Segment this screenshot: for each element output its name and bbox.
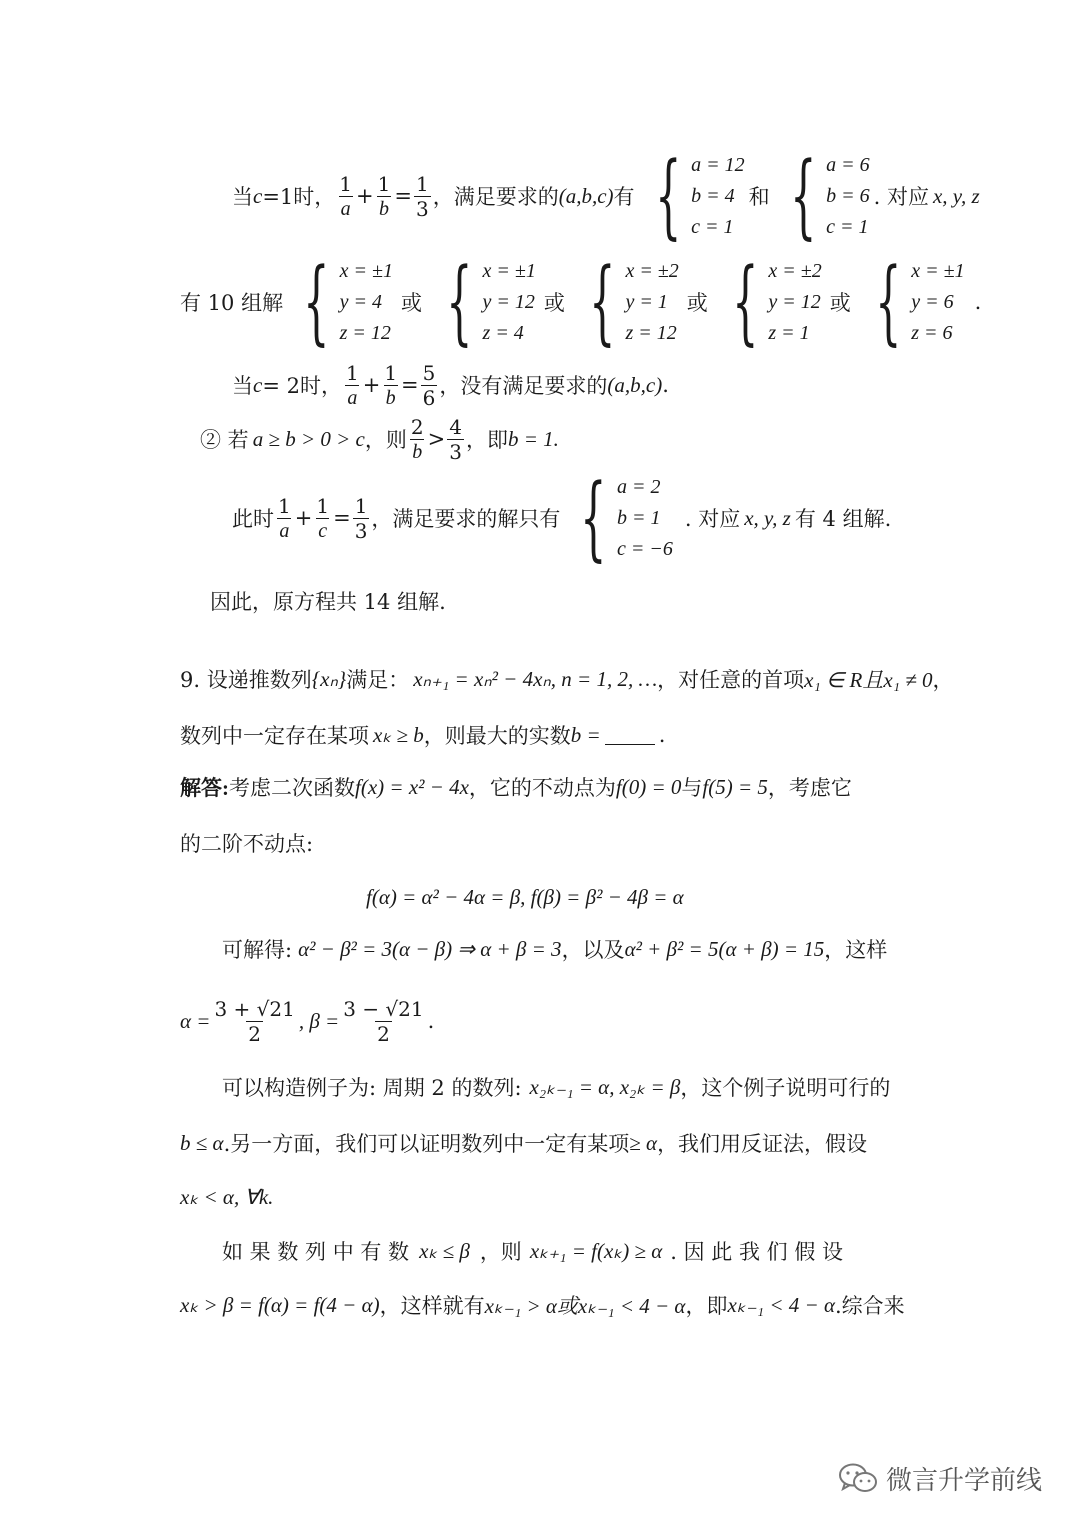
math: α² + β² = 5(α + β) = 15 [624,936,825,961]
text: 和 [748,185,770,209]
text: 可解得: [222,938,293,962]
fraction: $\frac{1}{b}$ [377,171,391,220]
fraction: $\frac{1}{b}$ [384,360,398,409]
math: x₂ₖ₋₁ = α, x₂ₖ = β [529,1074,681,1099]
fraction: $\frac{1}{c}$ [316,493,330,542]
math: xₖ₋₁ > α或xₖ₋₁ < 4 − α [484,1294,686,1318]
text: ，这样就有 [379,1294,485,1318]
text: 因此，原方程共 14 组解. [210,590,446,614]
answer-blank [605,726,655,745]
math-var: c [253,372,263,397]
answer-label: 解答: [180,776,229,800]
text: ，我们用反证法，假设 [657,1132,868,1156]
answer-line8 [180,1180,273,1214]
math: a ≥ b > 0 > c [252,426,365,451]
answer-line4 [222,932,887,966]
text: . [662,373,669,397]
text: . 对应 [873,185,929,209]
fraction: $\frac{1}{3}$ [415,171,429,221]
text: ，这样 [824,938,888,962]
text: 当 [232,374,253,398]
line-c1: 当 c =1时， $\frac{1}{a}$ + $\frac{1}{b}$ = $\frac{1}{3}$ ， 满足要求的 (a,b,c) 有 { a = 12 b = 4 c = 1 和 { a = 6 b = 6 c = 1 . 对应 x, y, z [232,142,980,249]
math: xₖ ≥ b [373,722,424,747]
math: xₖ₋₁ < 4 − α [727,1292,835,1317]
text: .综合来 [834,1294,905,1318]
math-var: c [253,183,263,208]
equation-system: { x = ±2 y = 1 z = 12 [588,248,679,355]
answer-line9 [222,1234,843,1268]
math: f(x) = x² − 4x [355,774,469,799]
math: b = 1. [507,426,559,451]
text: ，以及 [561,938,625,962]
answer-roots [180,994,434,1048]
math: α² − β² = 3(α − β) ⇒ α + β = 3 [298,936,562,961]
math: , β = [298,1008,340,1033]
text: 如 果 数 列 中 有 数 [222,1240,410,1264]
text: 的二阶不动点: [180,832,314,856]
fraction: $\frac{2}{b}$ [410,414,424,463]
text: 当 [232,185,253,209]
equation-system: { x = ±1 y = 4 z = 12 [303,248,393,355]
text: . 因 此 我 们 假 设 [670,1240,843,1264]
math: f(5) = 5 [702,774,768,799]
wechat-icon [838,1462,878,1496]
line-conclusion [210,586,446,616]
answer-line7 [180,1126,867,1160]
question-9-line2 [180,718,665,752]
math: (a,b,c) [558,183,614,208]
text: ，即 [465,428,508,452]
question-9 [180,662,954,696]
text: ，满足要求的解只有 [371,507,561,531]
math: f(0) = 0 [615,774,682,799]
text: 与 [681,776,703,800]
text: . [974,290,982,314]
text: ，则 [479,1240,522,1264]
text: 考虑二次函数 [229,776,355,800]
text: 可以构造例子为: 周期 2 的数列: [222,1076,522,1100]
math: {xₙ} [311,666,347,691]
text: . [658,723,666,747]
math: (a,b,c) [607,372,663,397]
equation-system: { x = ±1 y = 12 z = 4 [446,248,536,355]
text: ，对任意的首项 [657,668,805,692]
math: x, y, z [744,505,791,530]
text: 数列中一定存在某项 [180,724,369,748]
text: 9. 设递推数列 [180,668,312,692]
text: 有 10 组解 [180,291,284,315]
math: x, y, z [932,183,980,208]
text: ，没有满足要求的 [439,374,608,398]
answer-equation [366,880,684,914]
math: xₖ₊₁ = f(xₖ) ≥ α [529,1238,663,1263]
math: x₁ ∈ R且x₁ ≠ 0 [804,668,933,692]
fraction: $\frac{1}{3}$ [354,493,368,543]
line-case2: ② 若 a ≥ b > 0 > c ，则 $\frac{2}{b}$ > $\frac{4}{3}$ ，即 b = 1. [200,414,559,464]
text: 或 [400,291,422,315]
math: α = [180,1008,211,1033]
equation-system: { a = 12 b = 4 c = 1 [654,142,745,249]
math: xₙ₊₁ = xₙ² − 4xₙ, n = 1, 2, … [413,666,658,691]
fraction: $\frac{1}{a}$ [339,171,353,220]
line-c2: 当 c = 2时， $\frac{1}{a}$ + $\frac{1}{b}$ = $\frac{5}{6}$ ，没有满足要求的 (a,b,c) . [232,360,669,410]
text: = 2时， [262,374,342,398]
text: .另一方面，我们可以证明数列中一定有某项 [223,1132,630,1156]
equation-system: { x = ±2 y = 12 z = 1 [731,248,822,355]
math: xₖ < α, ∀k. [180,1184,274,1209]
op: = [394,184,412,208]
op: + [356,184,374,208]
fraction: $\frac{4}{3}$ [449,414,462,464]
math: xₖ > β = f(α) = f(4 − α) [180,1292,380,1317]
text: . 对应 [684,507,741,531]
math: b ≤ α [180,1130,224,1155]
text: 或 [686,291,708,315]
line-10-solutions [180,248,982,355]
math: b = [570,722,601,747]
answer-line1 [180,770,852,804]
text: 此时 [232,507,274,531]
text: ，它的不动点为 [468,776,616,800]
fraction: $\frac{3 - √21}{2}$ [343,996,424,1046]
text: ，考虑它 [767,776,852,800]
answer-line2 [180,826,313,860]
text: 满足要求的 [453,185,559,209]
text: ，则最大的实数 [423,724,571,748]
text: . [427,1009,435,1033]
text: ，这个例子说明可行的 [680,1076,891,1100]
fraction: $\frac{1}{a}$ [278,493,291,542]
text: ② 若 [200,428,249,452]
math: xₖ ≤ β [419,1238,470,1263]
text: 满足： [346,668,410,692]
text: ， [932,668,954,692]
equation-system: { a = 2 b = 1 c = −6 [580,464,673,571]
text: =1时， [262,185,336,209]
text: 或 [543,291,565,315]
equation-system: { x = ±1 y = 6 z = 6 [874,248,965,355]
fraction: $\frac{3 + √21}{2}$ [214,996,295,1046]
line-only-solution: 此时 $\frac{1}{a}$ + $\frac{1}{c}$ = $\frac{1}{3}$ ，满足要求的解只有 { a = 2 b = 1 c = −6 . 对应 x, y, z 有 4 组解. [232,464,892,571]
fraction: $\frac{1}{a}$ [345,360,359,409]
equation-system: { a = 6 b = 6 c = 1 [789,142,870,249]
text: 有 [613,185,635,209]
math: f(α) = α² − 4α = β, f(β) = β² − 4β = α [366,884,684,909]
answer-line10 [180,1288,905,1322]
text: ，即 [685,1294,728,1318]
text: 有 4 组解. [794,507,892,531]
text: ，则 [364,428,407,452]
watermark [838,1460,1042,1497]
answer-line6 [222,1070,890,1104]
watermark-text: 微言升学前线 [886,1466,1043,1496]
text: 或 [829,291,851,315]
math: ≥ α [629,1130,658,1155]
fraction: $\frac{5}{6}$ [422,360,436,410]
